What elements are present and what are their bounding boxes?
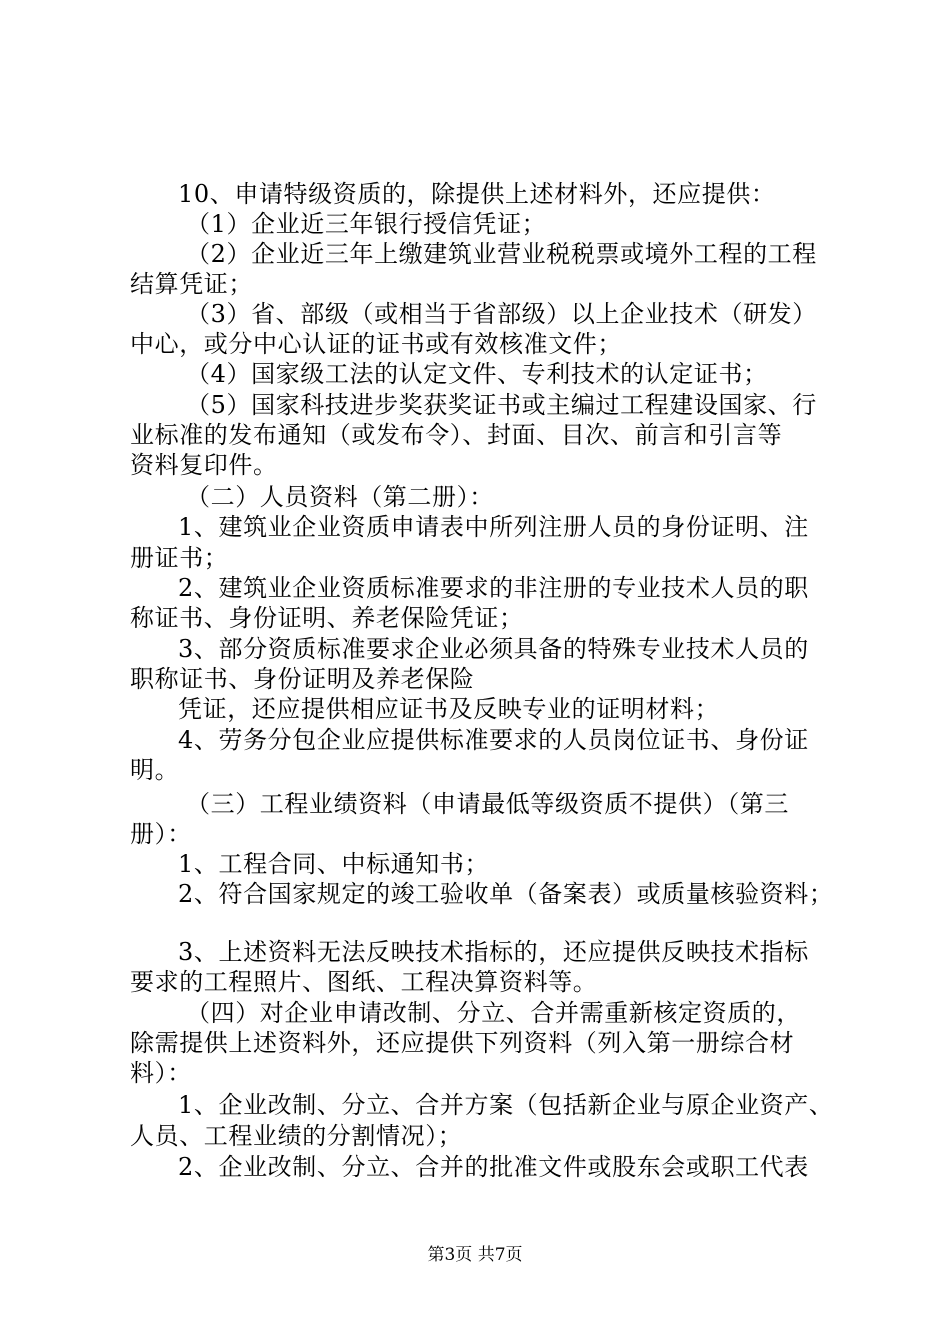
text-line-13: 册证书； <box>130 544 229 572</box>
text-line-30: 1、企业改制、分立、合并方案（包括新企业与原企业资产、 <box>178 1091 834 1119</box>
text-line-26: 要求的工程照片、图纸、工程决算资料等。 <box>130 968 598 996</box>
text-line-25: 3、上述资料无法反映技术指标的，还应提供反映技术指标 <box>178 938 809 966</box>
section-heading-restructuring: （四）对企业申请改制、分立、合并需重新核定资质的， <box>186 999 801 1027</box>
text-line-8: （5）国家科技进步奖获奖证书或主编过工程建设国家、行 <box>186 391 817 419</box>
text-line-6: 中心，或分中心认证的证书或有效核准文件； <box>130 330 622 358</box>
text-line-22: 册）： <box>130 820 192 848</box>
section-heading-personnel: （二）人员资料（第二册）： <box>186 483 494 511</box>
text-line-16: 3、部分资质标准要求企业必须具备的特殊专业技术人员的 <box>178 635 809 663</box>
text-line-31: 人员、工程业绩的分割情况）； <box>130 1122 463 1150</box>
text-line-3: （2）企业近三年上缴建筑业营业税税票或境外工程的工程 <box>186 240 817 268</box>
text-line-10: 资料复印件。 <box>130 451 278 479</box>
text-line-19: 4、劳务分包企业应提供标准要求的人员岗位证书、身份证 <box>178 726 809 754</box>
text-line-2: （1）企业近三年银行授信凭证； <box>186 210 547 238</box>
text-line-17: 职称证书、身份证明及养老保险 <box>130 665 475 693</box>
text-line-18: 凭证，还应提供相应证书及反映专业的证明材料； <box>178 695 720 723</box>
text-line-28: 除需提供上述资料外，还应提供下列资料（列入第一册综合材 <box>130 1029 795 1057</box>
text-line-15: 称证书、身份证明、养老保险凭证； <box>130 604 524 632</box>
text-line-7: （4）国家级工法的认定文件、专利技术的认定证书； <box>186 360 768 388</box>
section-heading-project-performance: （三）工程业绩资料（申请最低等级资质不提供）（第三 <box>186 790 789 818</box>
text-line-4: 结算凭证； <box>130 270 253 298</box>
text-line-9: 业标准的发布通知（或发布令）、封面、目次、前言和引言等 <box>130 421 783 449</box>
page-number-footer: 第3页 共7页 <box>427 1245 523 1265</box>
text-line-12: 1、建筑业企业资质申请表中所列注册人员的身份证明、注 <box>178 513 809 541</box>
text-line-29: 料）： <box>130 1059 192 1087</box>
text-line-1: 10、申请特级资质的，除提供上述材料外，还应提供： <box>178 180 776 208</box>
text-line-23: 1、工程合同、中标通知书； <box>178 850 490 878</box>
text-line-32: 2、企业改制、分立、合并的批准文件或股东会或职工代表 <box>178 1153 809 1181</box>
text-line-24: 2、符合国家规定的竣工验收单（备案表）或质量核验资料； <box>178 880 834 908</box>
text-line-5: （3）省、部级（或相当于省部级）以上企业技术（研发） <box>186 300 817 328</box>
text-line-14: 2、建筑业企业资质标准要求的非注册的专业技术人员的职 <box>178 574 809 602</box>
text-line-20: 明。 <box>130 756 180 784</box>
